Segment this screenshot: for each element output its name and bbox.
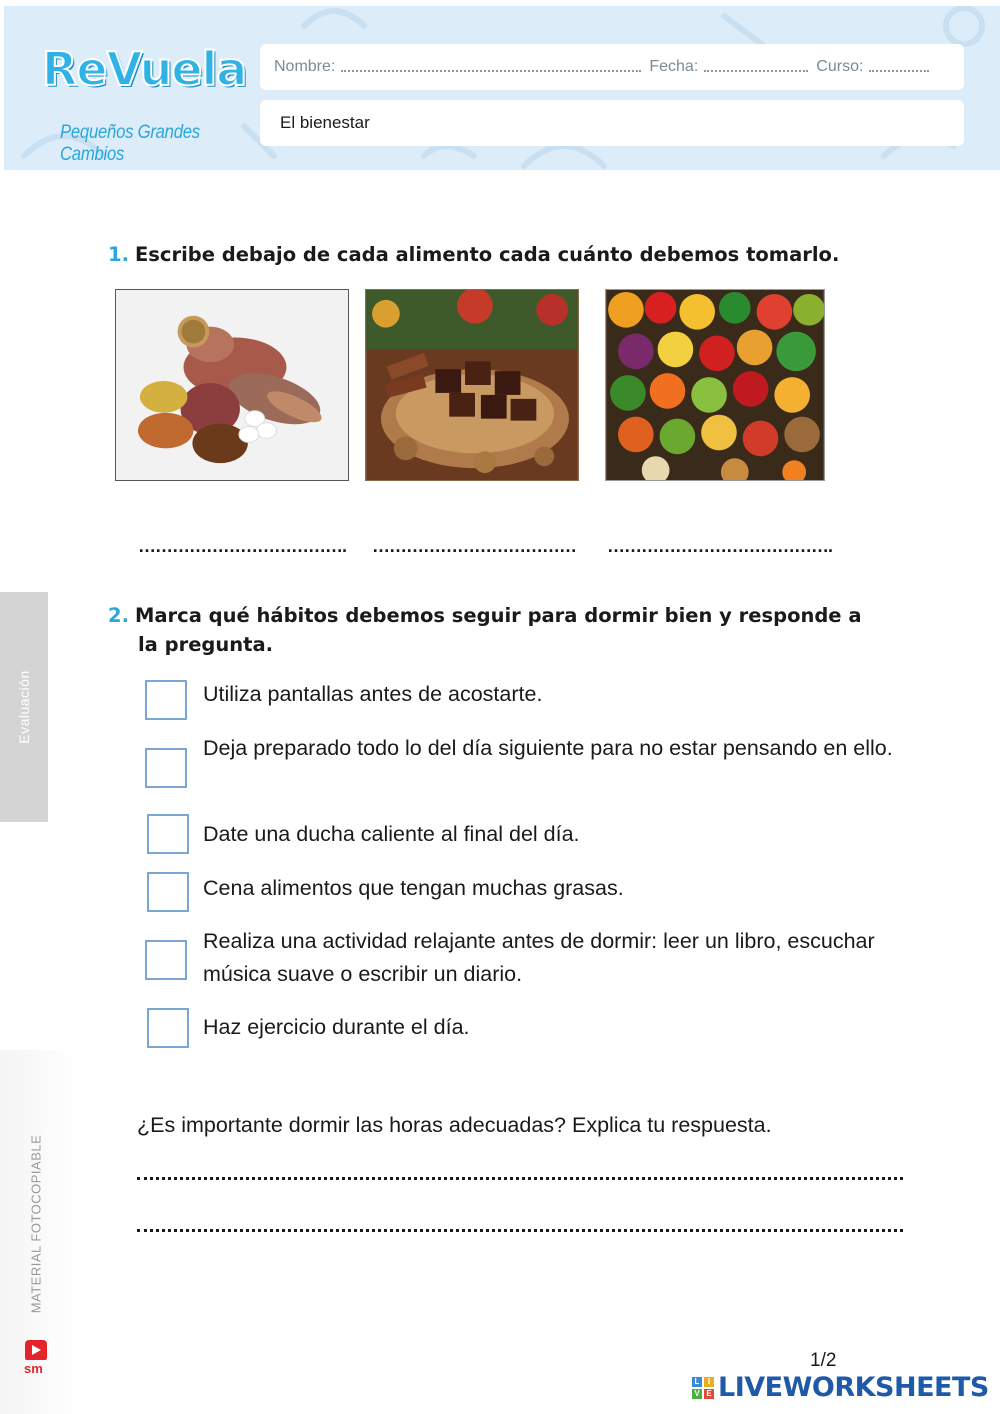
sweets-illustration [366,290,578,480]
fruits-vegetables-photo [605,289,825,481]
habit-checkbox-6[interactable] [147,1008,189,1048]
logo-tagline: Pequeños Grandes Cambios [60,122,200,165]
answer-line-2[interactable]: ……………………………… [372,536,576,556]
habit-checkbox-1[interactable] [145,680,187,720]
liveworksheets-wordmark: LIVEWORKSHEETS [718,1372,989,1403]
habit-checkbox-3[interactable] [147,814,189,854]
sleep-followup-question: ¿Es importante dormir las horas adecuadas? Explica tu respuesta. [137,1113,772,1137]
liveworksheets-brand[interactable] [692,1372,989,1403]
protein-foods-photo [115,289,349,481]
curso-label: Curso: [816,58,864,75]
nombre-label: Nombre: [274,58,336,75]
habit-checkbox-5[interactable] [145,940,187,980]
revuela-logo [42,42,247,165]
sm-publisher-logo [22,1340,50,1380]
habit-text-1: Utiliza pantallas antes de acostarte. [203,682,543,706]
icon-letter-v: V [692,1389,702,1399]
question-2-text: Marca qué hábitos debemos seguir para dormir bien y responde a la pregunta. [134,604,862,656]
habit-text-5: Realiza una actividad relajante antes de dormir: leer un libro, escuchar música suave o escribir un diario. [203,929,875,986]
question-2-number: 2. [108,604,129,627]
fecha-label: Fecha: [649,58,699,75]
curso-input-line[interactable] [869,62,929,72]
sm-play-icon [25,1340,47,1360]
answer-line-3[interactable]: …………………………………. [607,536,833,556]
logo-wordmark: ReVuela [42,42,247,96]
student-info-fields [260,44,964,90]
icon-letter-e: E [704,1389,714,1399]
habit-checkbox-4[interactable] [147,872,189,912]
page-number: 1/2 [810,1350,837,1371]
habit-checkbox-2[interactable] [145,748,187,788]
habit-text-3: Date una ducha caliente al final del día. [203,822,580,846]
question-1-text: Escribe debajo de cada alimento cada cuánto debemos tomarlo. [134,243,840,266]
worksheet-title: El bienestar [260,100,964,146]
habit-text-6: Haz ejercicio durante el día. [203,1015,470,1039]
side-tab-label: Evaluación [16,670,32,744]
habit-text-4: Cena alimentos que tengan muchas grasas. [203,876,624,900]
habit-text-2: Deja preparado todo lo del día siguiente para no estar pensando en ello. [203,736,893,760]
fecha-input-line[interactable] [704,62,808,72]
followup-answer-line-1[interactable] [137,1172,903,1180]
evaluation-side-tab [0,592,48,822]
sweets-photo [365,289,579,481]
liveworksheets-icon [692,1377,714,1399]
photocopy-label: MATERIAL FOTOCOPIABLE [28,1134,44,1314]
question-1-number: 1. [108,243,129,266]
protein-foods-illustration [116,290,348,480]
icon-letter-i: I [704,1377,714,1387]
question-2-title [108,601,888,659]
followup-answer-line-2[interactable] [137,1224,903,1232]
fruits-vegetables-illustration [606,290,824,480]
sm-text: sm [24,1361,43,1376]
question-1-title [108,240,908,269]
nombre-input-line[interactable] [341,62,641,72]
icon-letter-l: L [692,1377,702,1387]
answer-line-1[interactable]: ………………………………. [138,536,347,556]
